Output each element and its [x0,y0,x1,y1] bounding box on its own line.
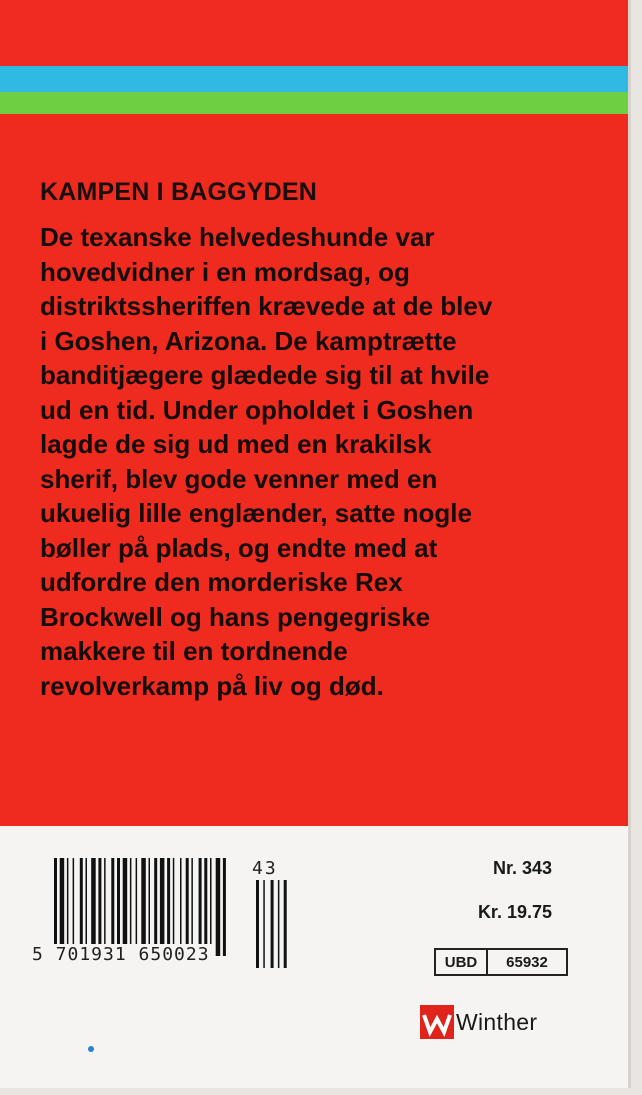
blurb-line: makkere til en tordnende [40,636,348,666]
ubd-label: UBD [436,950,488,974]
blue-stripe [0,66,628,92]
top-red-band [0,0,628,66]
blurb-line: hovedvidner i en mordsag, og [40,256,410,287]
barcode-addon-digits: 43 [252,858,278,879]
blurb-line: ud en tid. Under opholdet i Goshen [40,394,474,425]
publisher-logo [420,1004,537,1040]
blurb-line: De texanske helvedeshunde var [40,222,435,252]
price: Kr. 19.75 [477,902,552,922]
series-number: Nr. 343 [492,858,552,878]
blurb-line: ukuelig lille englænder, satte nogle [40,498,472,528]
book-title: KAMPEN I BAGGYDEN [40,178,318,206]
publisher-name: Winther [456,1008,538,1035]
blurb-line: revolverkamp på liv og død. [40,670,384,701]
blurb-line: Brockwell og hans pengegriske [40,601,431,632]
book-blurb [40,220,600,703]
barcode-digits: 5 701931 650023 [32,944,210,965]
blurb-line: i Goshen, Arizona. De kamptrætte [40,325,457,356]
blurb-line: banditjægere glædede sig til at hvile [40,360,490,390]
winther-w-logo-icon [420,1005,454,1039]
blurb-line: bøller på plads, og endte med at [40,532,438,563]
ubd-code: 65932 [506,953,548,971]
blurb-line: sherif, blev gode venner med en [40,463,438,494]
green-stripe [0,92,628,114]
blurb-line: lagde de sig ud med en krakilsk [40,429,432,459]
blurb-line: distriktssheriffen krævede at de blev [40,291,493,321]
ubd-box [434,948,568,976]
blurb-line: udfordre den morderiske Rex [40,567,403,597]
blue-dot [88,1046,94,1052]
